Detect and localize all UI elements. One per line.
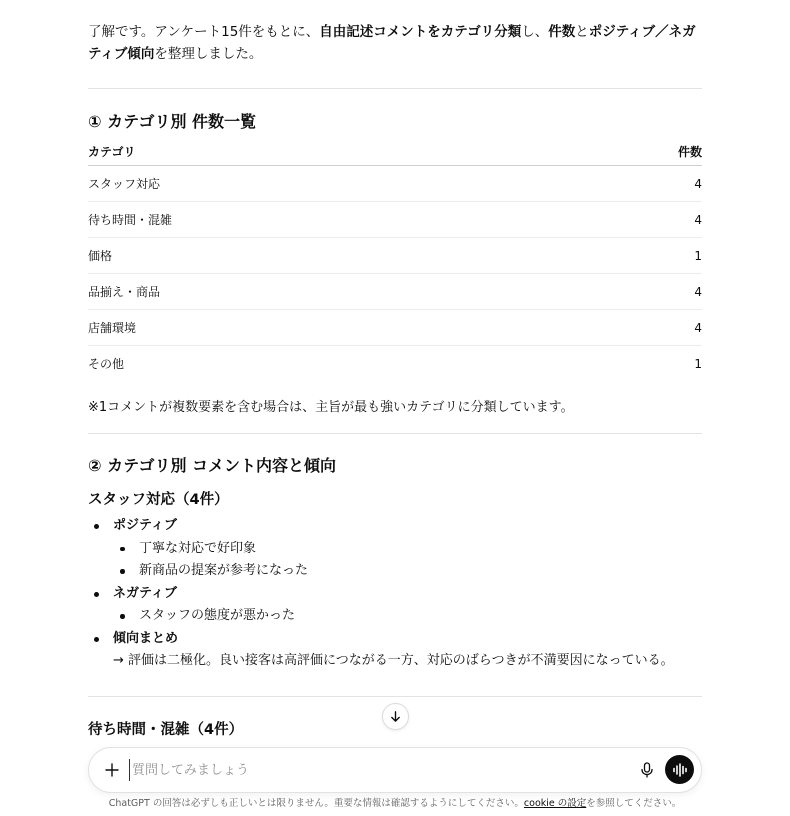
add-attachment-button[interactable] (101, 759, 123, 781)
voice-waveform-icon (672, 763, 688, 777)
table-row (88, 202, 702, 238)
cookie-settings-link[interactable]: cookie の設定 (523, 798, 587, 809)
column-header-category: カテゴリ (88, 138, 566, 166)
composer (88, 747, 702, 793)
plus-icon (105, 763, 119, 777)
count-cell: 4 (566, 274, 703, 310)
positive-list (113, 538, 702, 583)
chat-input[interactable] (129, 759, 592, 781)
subsection-title-wait: 待ち時間・混雑（4件） (88, 721, 244, 738)
disclaimer-text: ChatGPT の回答は必ずしも正しいとは限りません。重要な情報は確認するようにしてください。 (108, 798, 524, 809)
arrow-down-icon (389, 710, 402, 723)
section-title-category-counts: ① カテゴリ別 件数一覧 (88, 112, 257, 131)
category-cell: 品揃え・商品 (88, 274, 566, 310)
category-cell: その他 (88, 357, 125, 371)
staff-comment-list (88, 515, 702, 673)
intro-bold: ポジティブ／ネガティブ傾向 (88, 24, 696, 62)
category-cell: 店舗環境 (88, 310, 566, 346)
section-title-category-comments: ② カテゴリ別 コメント内容と傾向 (88, 456, 337, 475)
list-item (88, 628, 702, 673)
intro-bold: 自由記述コメントをカテゴリ分類 (319, 24, 522, 40)
dictate-button[interactable] (637, 760, 657, 780)
divider (88, 88, 702, 89)
subsection-title-staff: スタッフ対応（4件） (88, 492, 229, 508)
count-cell: 1 (566, 238, 703, 274)
column-header-count: 件数 (566, 138, 703, 166)
negative-list (113, 605, 702, 628)
table-row (88, 238, 702, 274)
count-cell: 4 (566, 166, 703, 202)
negative-label: ネガティブ (113, 585, 177, 601)
list-item: スタッフの態度が悪かった (113, 605, 702, 628)
scroll-down-button[interactable] (382, 703, 409, 730)
intro-text: と (575, 24, 589, 40)
list-item (88, 515, 702, 583)
category-count-table (88, 138, 702, 381)
disclaimer (0, 797, 790, 811)
intro-paragraph (88, 21, 702, 65)
list-item: 新商品の提案が参考になった (113, 560, 702, 583)
table-header-row (88, 138, 702, 166)
list-item (88, 583, 702, 628)
table-row (88, 166, 702, 202)
intro-text: 了解です。アンケート15件をもとに、 (88, 24, 320, 40)
microphone-icon (640, 762, 654, 778)
intro-text: を整理しました。 (154, 46, 263, 62)
intro-text: し、 (521, 24, 549, 40)
table-row (88, 346, 702, 382)
disclaimer-text: を参照してください。 (586, 798, 682, 809)
category-cell: 待ち時間・混雑 (88, 202, 566, 238)
divider (88, 696, 702, 697)
table-row (88, 274, 702, 310)
category-cell: スタッフ対応 (88, 166, 566, 202)
divider (88, 433, 702, 434)
count-cell: 1 (694, 356, 702, 371)
count-cell: 4 (566, 310, 703, 346)
count-cell: 4 (566, 202, 703, 238)
voice-mode-button[interactable] (665, 755, 694, 784)
table-row (88, 310, 702, 346)
category-cell: 価格 (88, 238, 566, 274)
summary-label: 傾向まとめ (113, 630, 179, 646)
positive-label: ポジティブ (113, 518, 177, 533)
summary-text: → 評価は二極化。良い接客は高評価につながる一方、対応のばらつきが不満要因になっている。 (113, 653, 674, 668)
classification-note: ※1コメントが複数要素を含む場合は、主旨が最も強いカテゴリに分類しています。 (88, 400, 574, 415)
list-item: 丁寧な対応で好印象 (113, 538, 702, 561)
intro-bold: 件数 (548, 24, 576, 40)
assistant-message (88, 0, 702, 740)
